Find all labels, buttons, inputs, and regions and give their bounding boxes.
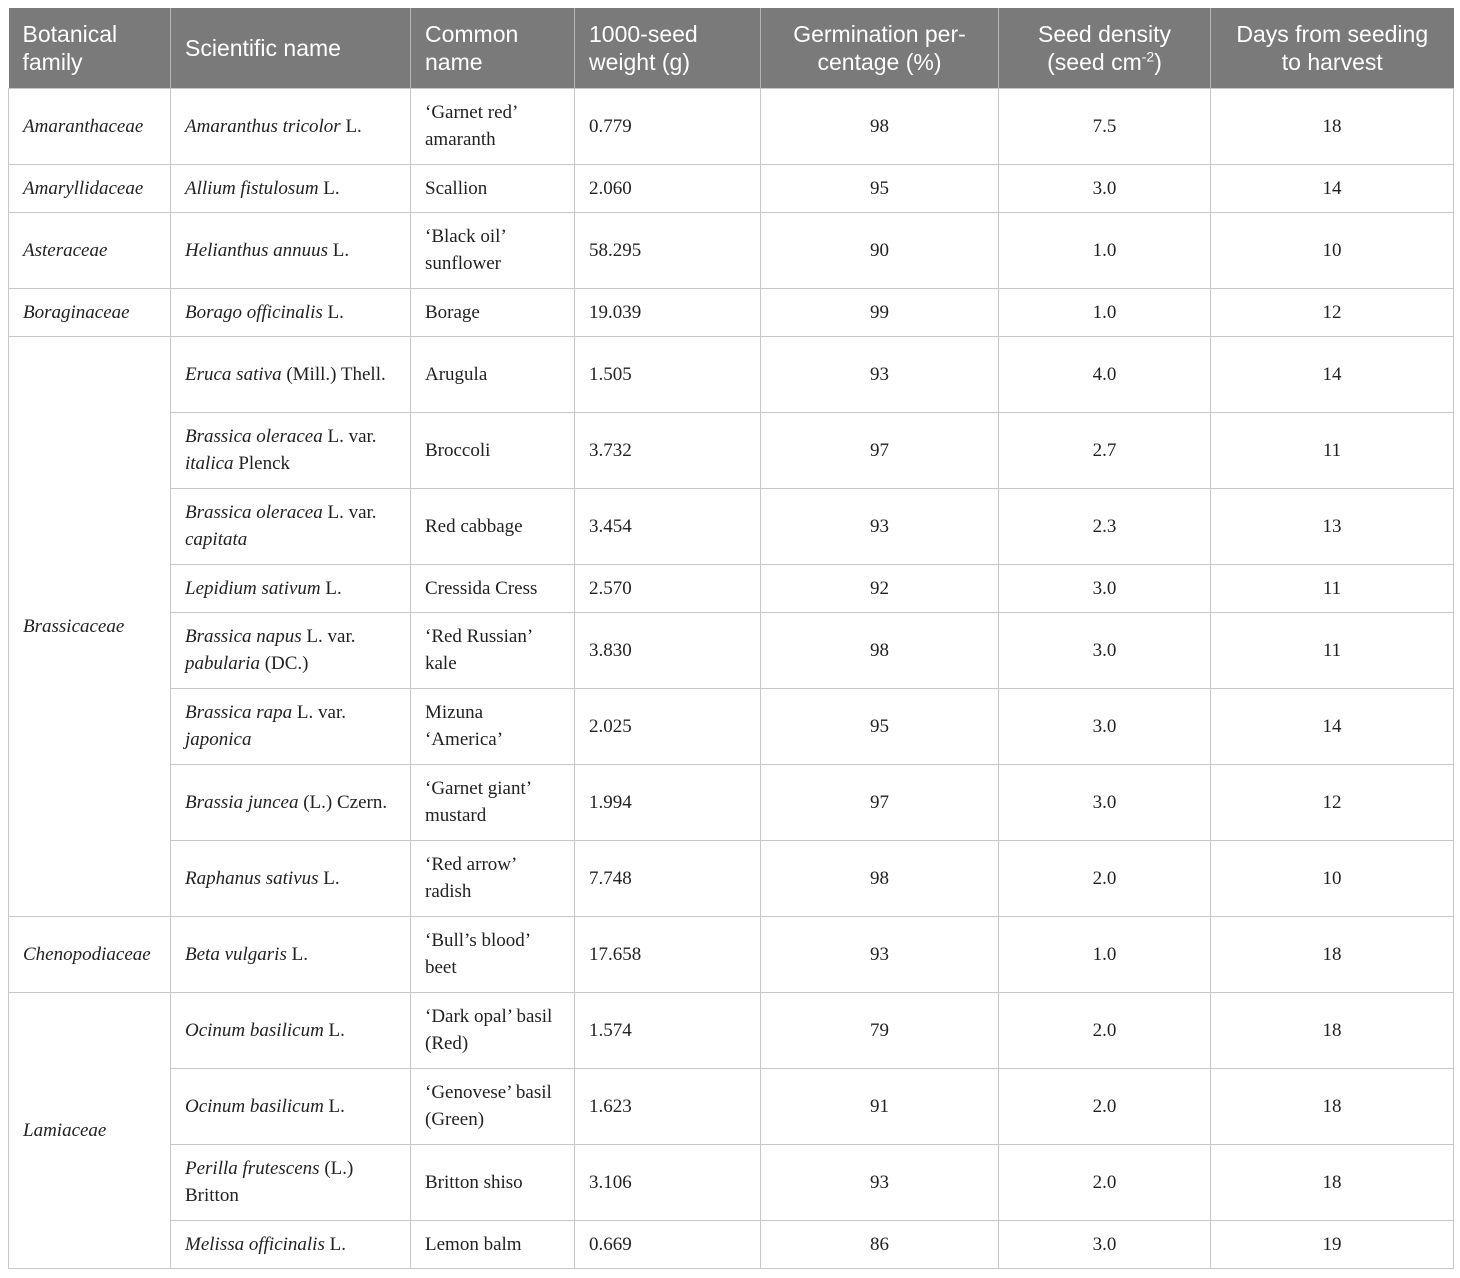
- germination-cell: 95: [761, 688, 999, 764]
- seed-density-cell: 2.0: [999, 1144, 1211, 1220]
- table-row: [9, 412, 1454, 488]
- authority: L.: [286, 943, 308, 965]
- seed-data-table: [8, 8, 1454, 1269]
- common-name-cell: ‘Red arrow’ radish: [411, 840, 575, 916]
- header-seed-density-close: ): [1154, 48, 1162, 75]
- species-name: Perilla frutescens: [185, 1158, 320, 1179]
- seed-density-cell: 2.3: [999, 488, 1211, 564]
- family-cell: Boraginaceae: [9, 288, 171, 336]
- seed-weight-cell: 1.505: [575, 336, 761, 412]
- authority: (L.) Britton: [185, 1158, 354, 1206]
- species-name: Melissa officinalis: [185, 1233, 325, 1255]
- family-cell: Amaryllidaceae: [9, 164, 171, 212]
- authority: L.: [318, 867, 340, 889]
- days-to-harvest-cell: 11: [1211, 412, 1454, 488]
- seed-weight-cell: 17.658: [575, 916, 761, 992]
- scientific-name-cell: [171, 488, 411, 564]
- header-seed-density: [999, 8, 1211, 88]
- germination-cell: 93: [761, 336, 999, 412]
- common-name-cell: Scallion: [411, 164, 575, 212]
- seed-weight-cell: 3.830: [575, 612, 761, 688]
- scientific-name-cell: [171, 1144, 411, 1220]
- seed-weight-cell: 7.748: [575, 840, 761, 916]
- scientific-name-cell: [171, 840, 411, 916]
- header-seed-weight: 1000-seed weight (g): [575, 8, 761, 88]
- scientific-name-cell: [171, 564, 411, 612]
- variety-authority: (DC.): [259, 653, 309, 674]
- common-name-cell: Lemon balm: [411, 1220, 575, 1268]
- scientific-name-cell: [171, 916, 411, 992]
- seed-density-cell: 2.0: [999, 840, 1211, 916]
- seed-density-cell: 3.0: [999, 764, 1211, 840]
- seed-density-cell: 3.0: [999, 1220, 1211, 1268]
- header-scientific-name: Scientific name: [171, 8, 411, 88]
- species-name: Borago officinalis: [185, 301, 323, 323]
- seed-weight-cell: 2.060: [575, 164, 761, 212]
- seed-density-cell: 1.0: [999, 288, 1211, 336]
- days-to-harvest-cell: 10: [1211, 840, 1454, 916]
- scientific-name-cell: [171, 412, 411, 488]
- common-name-cell: Borage: [411, 288, 575, 336]
- family-cell: Asteraceae: [9, 212, 171, 288]
- days-to-harvest-cell: 14: [1211, 688, 1454, 764]
- header-days-to-harvest: Days from seeding to harvest: [1211, 8, 1454, 88]
- header-row: [9, 8, 1454, 88]
- table-row: [9, 164, 1454, 212]
- family-cell: Lamiaceae: [9, 992, 171, 1268]
- authority: L. var.: [322, 426, 377, 447]
- species-name: Lepidium sativum: [185, 577, 321, 599]
- variety-name: capitata: [185, 529, 248, 550]
- days-to-harvest-cell: 11: [1211, 564, 1454, 612]
- common-name-cell: ‘Red Russian’ kale: [411, 612, 575, 688]
- family-cell: Brassicaceae: [9, 336, 171, 916]
- common-name-cell: ‘Garnet giant’ mustard: [411, 764, 575, 840]
- table-row: [9, 88, 1454, 164]
- days-to-harvest-cell: 18: [1211, 992, 1454, 1068]
- header-germination: Germination per-centage (%): [761, 8, 999, 88]
- days-to-harvest-cell: 18: [1211, 916, 1454, 992]
- family-cell: Amaranthaceae: [9, 88, 171, 164]
- seed-weight-cell: 1.574: [575, 992, 761, 1068]
- table-row: [9, 1144, 1454, 1220]
- species-name: Brassia juncea: [185, 791, 299, 813]
- species-name: Brassica rapa: [185, 702, 293, 723]
- germination-cell: 93: [761, 1144, 999, 1220]
- seed-weight-cell: 19.039: [575, 288, 761, 336]
- table-row: [9, 488, 1454, 564]
- table-row: [9, 564, 1454, 612]
- germination-cell: 93: [761, 488, 999, 564]
- variety-name: pabularia: [185, 653, 260, 674]
- header-common-name: Common name: [411, 8, 575, 88]
- common-name-cell: ‘Bull’s blood’ beet: [411, 916, 575, 992]
- days-to-harvest-cell: 18: [1211, 88, 1454, 164]
- authority: L.: [322, 301, 344, 323]
- seed-density-cell: 3.0: [999, 688, 1211, 764]
- species-name: Ocinum basilicum: [185, 1019, 324, 1041]
- seed-weight-cell: 3.454: [575, 488, 761, 564]
- days-to-harvest-cell: 18: [1211, 1068, 1454, 1144]
- common-name-cell: Cressida Cress: [411, 564, 575, 612]
- seed-density-cell: 3.0: [999, 564, 1211, 612]
- species-name: Brassica napus: [185, 626, 302, 647]
- germination-cell: 91: [761, 1068, 999, 1144]
- seed-weight-cell: 1.994: [575, 764, 761, 840]
- scientific-name-cell: [171, 1220, 411, 1268]
- table-row: [9, 212, 1454, 288]
- common-name-cell: ‘Genovese’ basil (Green): [411, 1068, 575, 1144]
- table-row: [9, 916, 1454, 992]
- table-row: [9, 764, 1454, 840]
- authority: L.: [340, 115, 362, 137]
- scientific-name-cell: [171, 688, 411, 764]
- germination-cell: 86: [761, 1220, 999, 1268]
- authority: L.: [328, 239, 350, 261]
- seed-density-cell: 2.0: [999, 992, 1211, 1068]
- seed-weight-cell: 2.570: [575, 564, 761, 612]
- common-name-cell: Arugula: [411, 336, 575, 412]
- days-to-harvest-cell: 14: [1211, 164, 1454, 212]
- germination-cell: 90: [761, 212, 999, 288]
- authority: L.: [323, 1019, 345, 1041]
- common-name-cell: ‘Black oil’ sunflower: [411, 212, 575, 288]
- seed-density-cell: 3.0: [999, 164, 1211, 212]
- table-row: [9, 992, 1454, 1068]
- seed-weight-cell: 3.732: [575, 412, 761, 488]
- germination-cell: 92: [761, 564, 999, 612]
- scientific-name-cell: [171, 1068, 411, 1144]
- common-name-cell: ‘Garnet red’ amaranth: [411, 88, 575, 164]
- variety-name: italica: [185, 453, 234, 474]
- seed-weight-cell: 2.025: [575, 688, 761, 764]
- species-name: Brassica oleracea: [185, 502, 323, 523]
- seed-weight-cell: 1.623: [575, 1068, 761, 1144]
- authority: L. var.: [301, 626, 356, 647]
- table-row: [9, 1220, 1454, 1268]
- common-name-cell: Red cabbage: [411, 488, 575, 564]
- header-botanical-family: Botanical family: [9, 8, 171, 88]
- scientific-name-cell: [171, 164, 411, 212]
- species-name: Eruca sativa: [185, 363, 282, 385]
- germination-cell: 97: [761, 764, 999, 840]
- seed-density-cell: 2.7: [999, 412, 1211, 488]
- days-to-harvest-cell: 19: [1211, 1220, 1454, 1268]
- species-name: Amaranthus tricolor: [185, 115, 341, 137]
- species-name: Beta vulgaris: [185, 943, 287, 965]
- authority: (L.) Czern.: [298, 791, 388, 813]
- table-row: [9, 288, 1454, 336]
- scientific-name-cell: [171, 88, 411, 164]
- seed-density-cell: 7.5: [999, 88, 1211, 164]
- authority: L.: [318, 177, 340, 199]
- variety-authority: Plenck: [233, 453, 291, 474]
- species-name: Raphanus sativus: [185, 867, 319, 889]
- days-to-harvest-cell: 13: [1211, 488, 1454, 564]
- seed-weight-cell: 0.669: [575, 1220, 761, 1268]
- table-row: [9, 336, 1454, 412]
- species-name: Helianthus annuus: [185, 239, 329, 261]
- scientific-name-cell: [171, 992, 411, 1068]
- authority: (Mill.) Thell.: [281, 363, 386, 385]
- germination-cell: 79: [761, 992, 999, 1068]
- germination-cell: 98: [761, 88, 999, 164]
- seed-density-cell: 2.0: [999, 1068, 1211, 1144]
- common-name-cell: Britton shiso: [411, 1144, 575, 1220]
- seed-density-cell: 1.0: [999, 916, 1211, 992]
- scientific-name-cell: [171, 764, 411, 840]
- species-name: Ocinum basilicum: [185, 1095, 324, 1117]
- common-name-cell: Broccoli: [411, 412, 575, 488]
- authority: L. var.: [292, 702, 346, 723]
- seed-weight-cell: 3.106: [575, 1144, 761, 1220]
- germination-cell: 93: [761, 916, 999, 992]
- days-to-harvest-cell: 18: [1211, 1144, 1454, 1220]
- table-row: [9, 612, 1454, 688]
- authority: L.: [323, 1095, 345, 1117]
- days-to-harvest-cell: 10: [1211, 212, 1454, 288]
- germination-cell: 97: [761, 412, 999, 488]
- authority: L.: [324, 1233, 346, 1255]
- days-to-harvest-cell: 12: [1211, 764, 1454, 840]
- table-row: [9, 1068, 1454, 1144]
- authority: L.: [320, 577, 342, 599]
- days-to-harvest-cell: 14: [1211, 336, 1454, 412]
- days-to-harvest-cell: 12: [1211, 288, 1454, 336]
- family-cell: Chenopodiaceae: [9, 916, 171, 992]
- seed-density-cell: 1.0: [999, 212, 1211, 288]
- table-row: [9, 840, 1454, 916]
- species-name: Brassica oleracea: [185, 426, 323, 447]
- germination-cell: 98: [761, 612, 999, 688]
- scientific-name-cell: [171, 336, 411, 412]
- scientific-name-cell: [171, 612, 411, 688]
- variety-name: japonica: [185, 729, 252, 750]
- header-seed-density-text: Seed density (seed cm: [1038, 20, 1171, 75]
- germination-cell: 98: [761, 840, 999, 916]
- seed-density-cell: 3.0: [999, 612, 1211, 688]
- species-name: Allium fistulosum: [185, 177, 319, 199]
- table-row: [9, 688, 1454, 764]
- header-seed-density-exponent: -2: [1141, 48, 1155, 65]
- germination-cell: 99: [761, 288, 999, 336]
- seed-weight-cell: 58.295: [575, 212, 761, 288]
- days-to-harvest-cell: 11: [1211, 612, 1454, 688]
- seed-weight-cell: 0.779: [575, 88, 761, 164]
- common-name-cell: Mizuna ‘America’: [411, 688, 575, 764]
- seed-density-cell: 4.0: [999, 336, 1211, 412]
- common-name-cell: ‘Dark opal’ basil (Red): [411, 992, 575, 1068]
- germination-cell: 95: [761, 164, 999, 212]
- scientific-name-cell: [171, 212, 411, 288]
- authority: L. var.: [322, 502, 377, 523]
- scientific-name-cell: [171, 288, 411, 336]
